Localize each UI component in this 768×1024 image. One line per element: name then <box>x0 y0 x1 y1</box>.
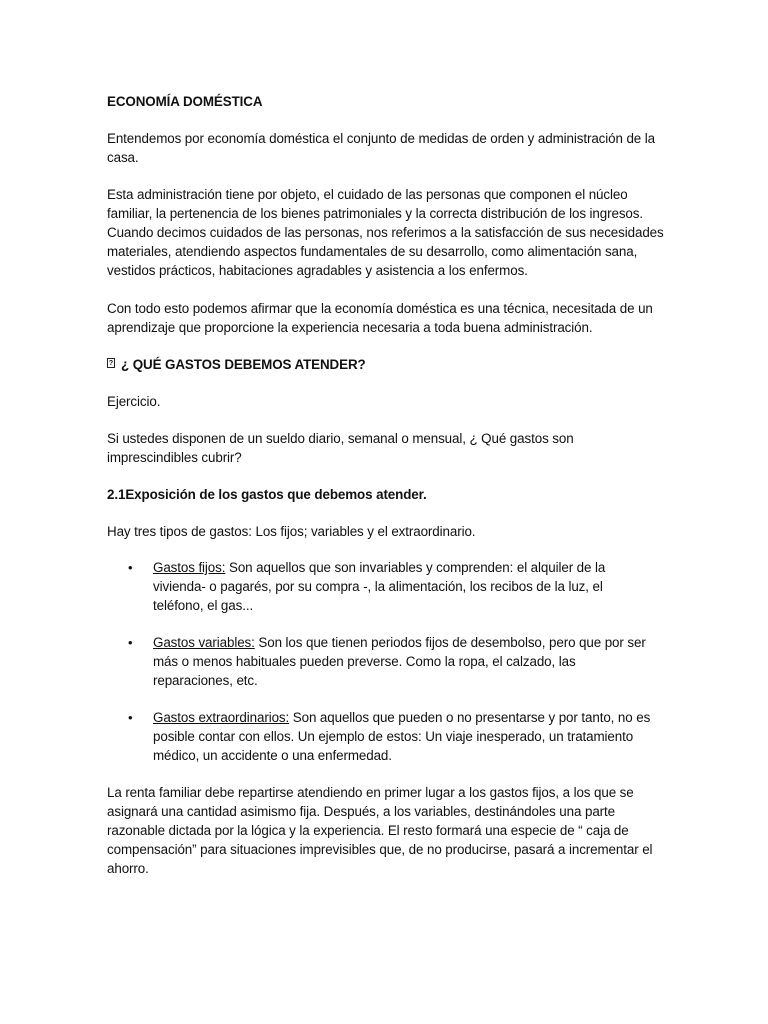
list-item-text <box>153 633 653 690</box>
paragraph-renta-familiar: La renta familiar debe repartirse atendiendo en primer lugar a los gastos fijos, a los que se asignará una cantidad asimismo fija. Después, a los variables, destinándoles una parte razonable dictada por la lógica y la experiencia. El resto formará una especie de “ caja de compensación” para situaciones imprevisibles que, de no producirse, pasará a incrementar el ahorro. <box>107 785 653 876</box>
paragraph-question: Si ustedes disponen de un sueldo diario, semanal o mensual, ¿ Qué gastos son imprescindibles cubrir? <box>107 431 574 465</box>
heading-gastos <box>107 355 667 374</box>
desc-gastos-extraordinarios: Son aquellos que pueden o no presentarse y por tanto, no es posible contar con ellos. Un ejemplo de estos: Un viaje inesperado, un tratamiento médico, un accidente o una enfermedad. <box>153 710 651 763</box>
exercise-label: Ejercicio. <box>107 394 161 409</box>
bullet-icon: • <box>128 635 133 650</box>
section-heading-2-1: 2.1Exposición de los gastos que debemos atender. <box>107 487 427 502</box>
paragraph-administration: Esta administración tiene por objeto, el cuidado de las personas que componen el núcleo familiar, la pertenencia de los bienes patrimoniales y la correcta distribución de los ingresos. Cuando decimos cuidados de las personas, nos referimos a la satisfacción de sus necesidades materiales, atendiendo aspectos fundamentales de su desarrollo, como alimentación sana, vestidos prácticos, habitaciones agradables y asistencia a los enfermos. <box>107 187 664 278</box>
heading-gastos-text: ¿ QUÉ GASTOS DEBEMOS ATENDER? <box>121 357 366 372</box>
desc-gastos-fijos: Son aquellos que son invariables y comprenden: el alquiler de la vivienda- o pagarés, por su compra -, la alimentación, los recibos de la luz, el teléfono, el gas... <box>153 560 606 613</box>
list-item-text <box>153 558 653 615</box>
term-gastos-fijos: Gastos fijos: <box>153 560 226 575</box>
bullet-icon: • <box>128 710 133 725</box>
term-gastos-variables: Gastos variables: <box>153 635 255 650</box>
paragraph-definition: Entendemos por economía doméstica el conjunto de medidas de orden y administración de la casa. <box>107 131 655 165</box>
document-title: ECONOMÍA DOMÉSTICA <box>107 94 263 109</box>
paragraph-types: Hay tres tipos de gastos: Los fijos; variables y el extraordinario. <box>107 524 476 539</box>
desc-gastos-variables: Son los que tienen periodos fijos de desembolso, pero que por ser más o menos habituales pueden preverse. Como la ropa, el calzado, las reparaciones, etc. <box>153 635 646 688</box>
bullet-icon: • <box>128 560 133 575</box>
paragraph-technique: Con todo esto podemos afirmar que la economía doméstica es una técnica, necesitada de un aprendizaje que proporcione la experiencia necesaria a toda buena administración. <box>107 301 653 335</box>
list-item-text <box>153 708 653 765</box>
term-gastos-extraordinarios: Gastos extraordinarios: <box>153 710 290 725</box>
missing-glyph-icon: ? <box>108 360 114 368</box>
